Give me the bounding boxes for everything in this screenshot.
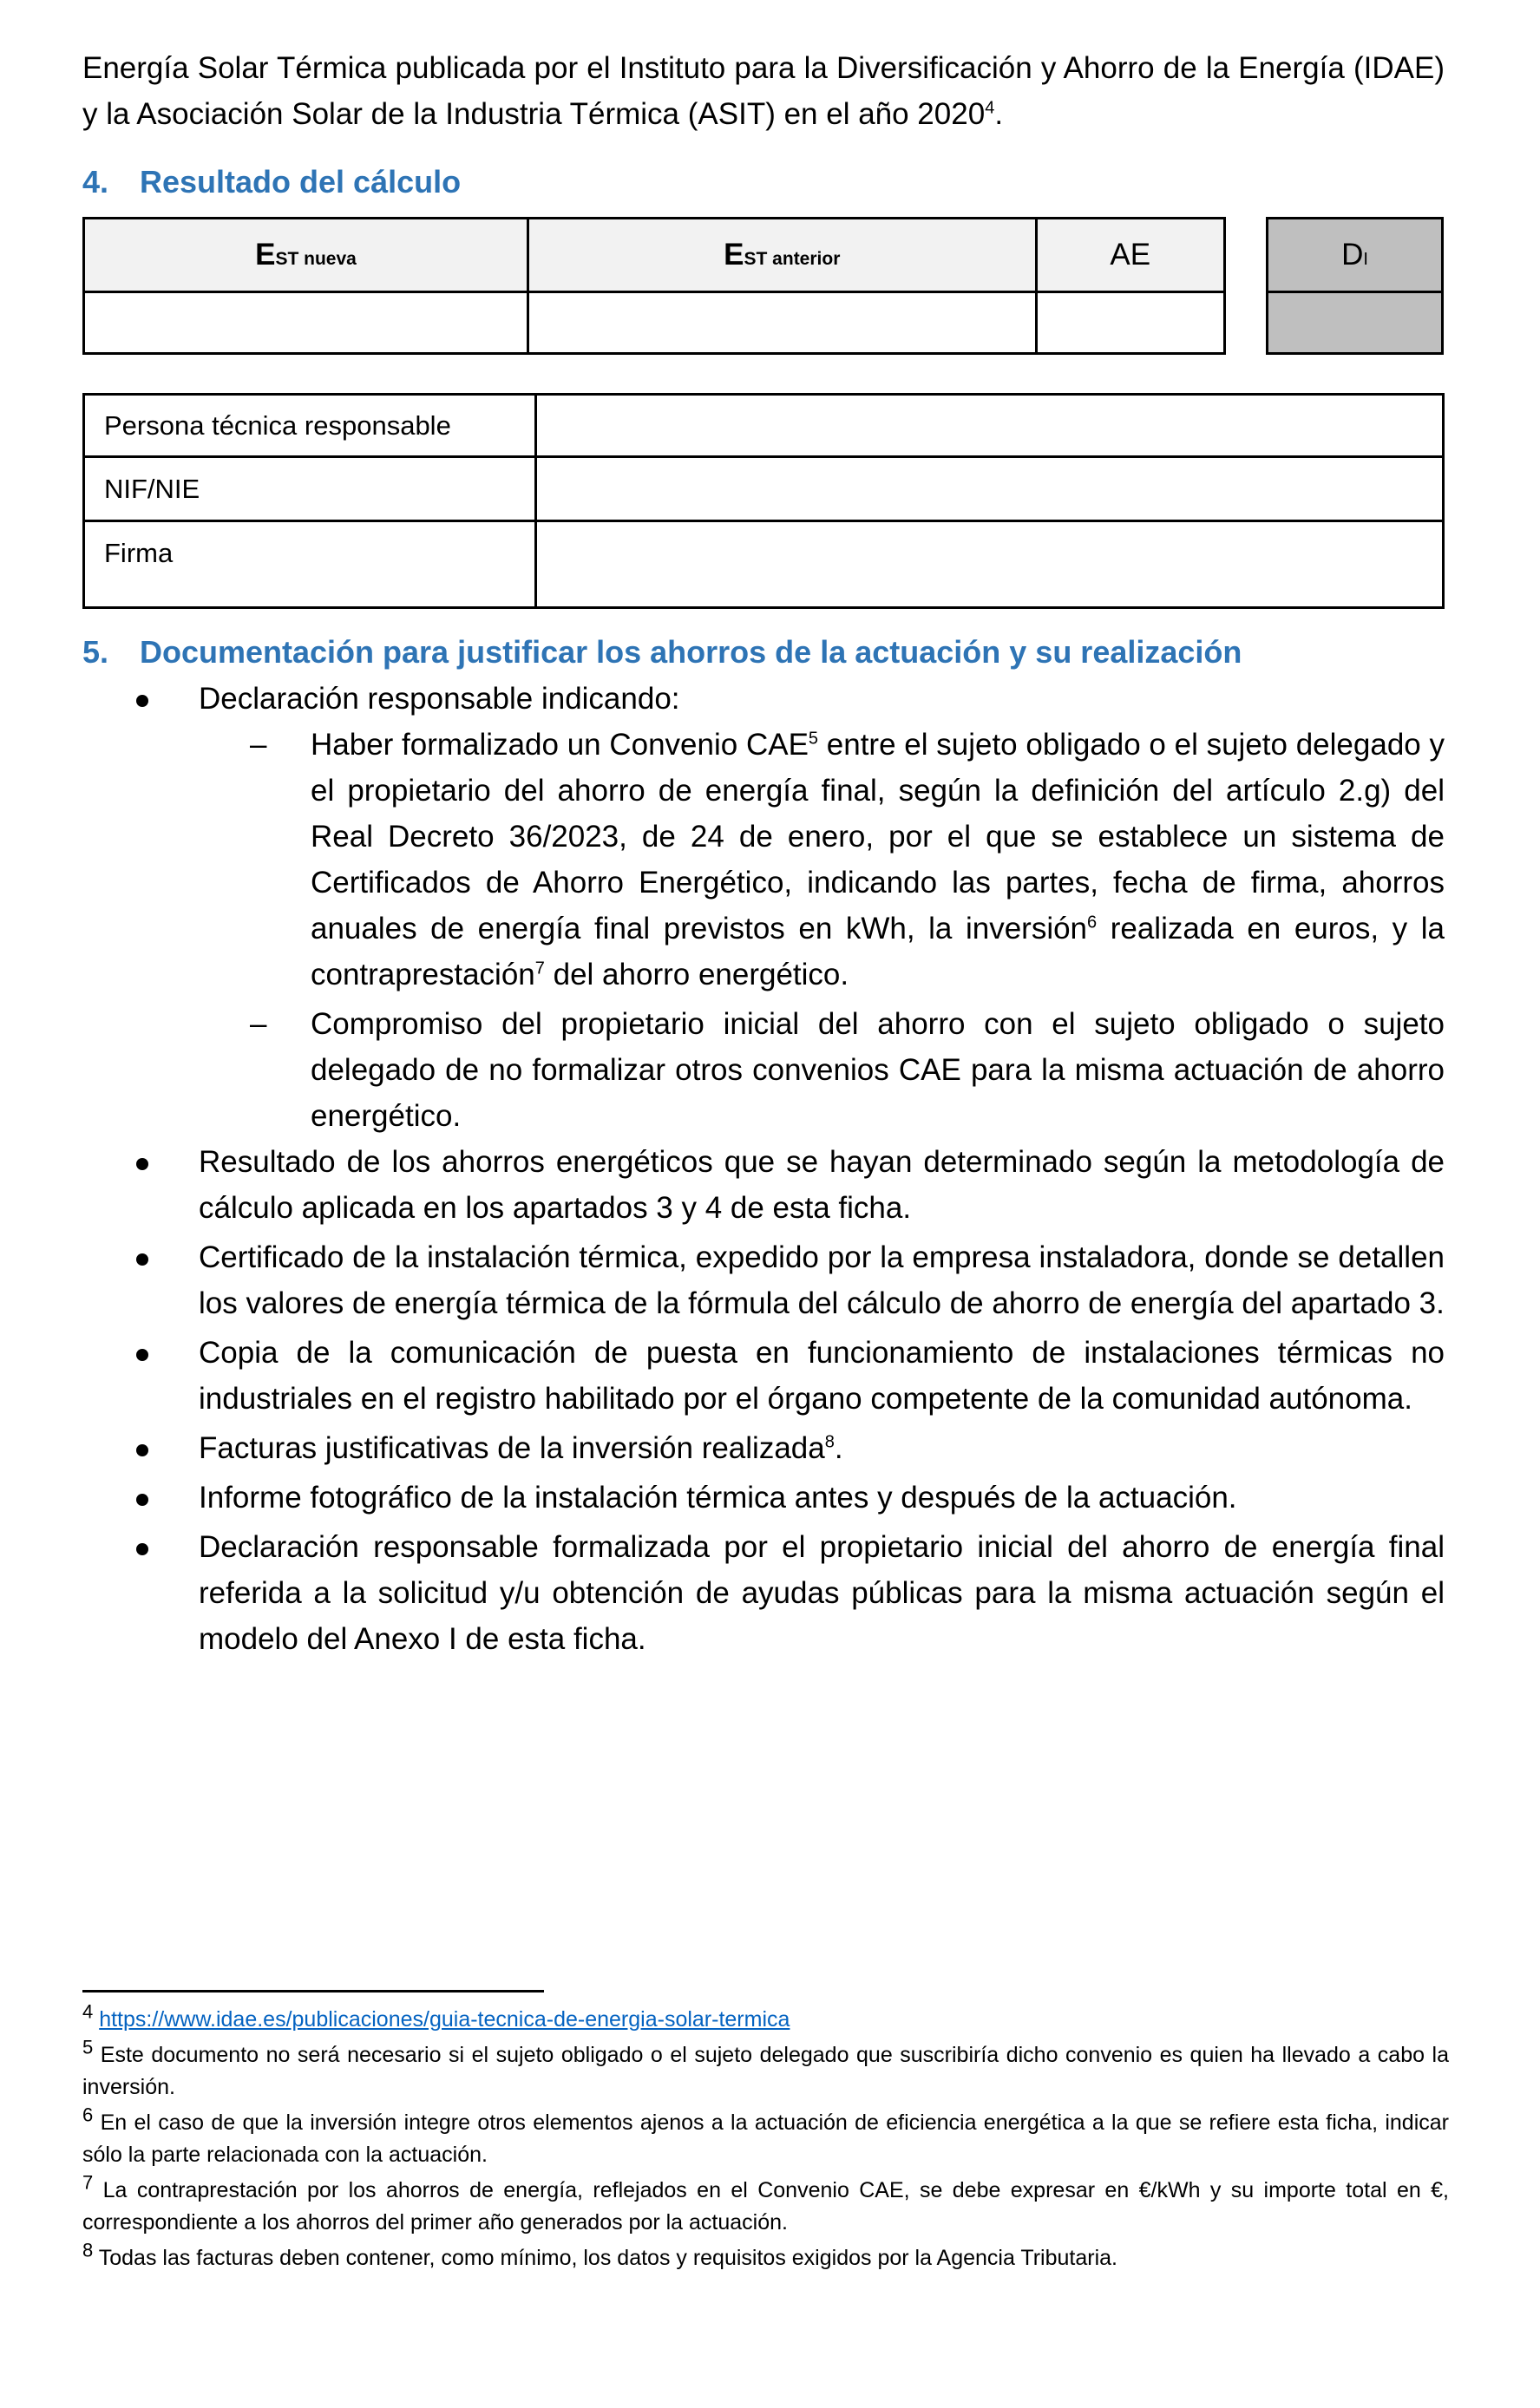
bullet-icon (136, 1253, 148, 1266)
symbol: AE (1110, 238, 1151, 272)
intro-end: . (994, 97, 1004, 131)
bullet-icon (136, 1349, 148, 1361)
section-title: Documentación para justificar los ahorros de la actuación y su realización (140, 634, 1242, 670)
value-est-anterior[interactable] (528, 292, 1037, 354)
footnote-link[interactable]: https://www.idae.es/publicaciones/guia-tecnica-de-energia-solar-termica (99, 2007, 790, 2032)
footnote-text: Todas las facturas deben contener, como mínimo, los datos y requisitos exigidos por la Agencia Tributaria. (98, 2246, 1117, 2270)
person-row (84, 395, 1444, 457)
result-table-header (84, 219, 1225, 292)
item-text: Resultado de los ahorros energéticos que se hayan determinado según la metodología de cálculo aplicada en los apartados 3 y 4 de esta ficha. (199, 1145, 1445, 1225)
footnote-6 (82, 2104, 1449, 2171)
bullet-icon (136, 1543, 148, 1555)
item-text: Informe fotográfico de la instalación térmica antes y después de la actuación. (199, 1481, 1237, 1515)
footnote-number: 4 (82, 2000, 94, 2023)
item-text: entre el sujeto obligado o el sujeto delegado y el propietario del ahorro de energía final, según la definición del artículo 2.g) del Real Decreto 36/2023, de 24 de enero, por el que se establece un sistema de Certificados de Ahorro Energético, indicando las partes, fecha de firma, ahorros anuales de energía final previstos en kWh, la inversión (311, 728, 1445, 946)
bullet-icon (136, 1444, 148, 1456)
person-table (82, 393, 1445, 609)
list-item (82, 1524, 1445, 1662)
di-table (1266, 217, 1444, 355)
item-text: Certificado de la instalación térmica, expedido por la empresa instaladora, donde se detallen los valores de energía térmica de la fórmula del cálculo de ahorro de energía del apartado 3. (199, 1240, 1445, 1320)
header-di (1268, 219, 1443, 292)
person-table-wrap (82, 393, 1445, 608)
section-number: 5. (82, 634, 109, 670)
footnote-text: Este documento no será necesario si el sujeto obligado o el sujeto delegado que suscribiría dicho convenio es quien ha llevado a cabo la inversión. (82, 2043, 1449, 2099)
footnote-text: En el caso de que la inversión integre otros elementos ajenos a la actuación de eficiencia energética a la que se refiere esta ficha, indicar sólo la parte relacionada con la actuación. (82, 2110, 1449, 2167)
footnote-number: 6 (82, 2104, 94, 2126)
field-firma[interactable] (536, 521, 1444, 608)
footnotes (82, 2000, 1449, 2278)
footnote-5 (82, 2036, 1449, 2104)
label-firma: Firma (84, 521, 536, 608)
list-item (82, 1234, 1445, 1326)
list-item (82, 676, 1445, 1139)
documentation-list (82, 676, 1445, 1662)
subscript: I (1363, 250, 1368, 269)
page-content (82, 45, 1445, 1662)
field-nif-nie[interactable] (536, 457, 1444, 521)
item-text: . (834, 1431, 843, 1465)
footnote-7 (82, 2171, 1449, 2239)
header-est-anterior (528, 219, 1037, 292)
item-text: realizada en euros, y la contraprestación (311, 912, 1445, 991)
intro-paragraph (82, 45, 1445, 137)
bullet-icon (136, 1158, 148, 1170)
item-text: Declaración responsable indicando: (199, 682, 680, 716)
label-nif-nie: NIF/NIE (84, 457, 536, 521)
label-persona-tecnica: Persona técnica responsable (84, 395, 536, 457)
footnote-8 (82, 2239, 1449, 2274)
result-table-values (84, 292, 1225, 354)
intro-text: Energía Solar Térmica publicada por el Instituto para la Diversificación y Ahorro de la Energía (IDAE) y la Asociación Solar de la Industria Térmica (ASIT) en el año 2020 (82, 51, 1445, 131)
footnote-ref-7[interactable]: 7 (534, 959, 545, 978)
item-text: Declaración responsable formalizada por el propietario inicial del ahorro de energía final referida a la solicitud y/u obtención de ayudas públicas para la misma actuación según el modelo del Anexo I de esta ficha. (199, 1530, 1445, 1656)
footnote-ref-6[interactable]: 6 (1087, 913, 1098, 932)
subscript: ST anterior (744, 249, 841, 269)
subscript: ST nueva (275, 249, 357, 269)
item-text: Facturas justificativas de la inversión realizada (199, 1431, 825, 1465)
value-ae[interactable] (1036, 292, 1224, 354)
footnote-separator (82, 1990, 544, 1992)
bullet-icon (136, 1494, 148, 1506)
symbol: E (724, 238, 744, 272)
section-number: 4. (82, 164, 109, 200)
item-text: Haber formalizado un Convenio CAE (311, 728, 809, 762)
item-text: del ahorro energético. (544, 958, 849, 991)
dash-icon: – (250, 1007, 267, 1041)
nif-row (84, 457, 1444, 521)
dash-icon: – (250, 728, 267, 762)
firma-row (84, 521, 1444, 608)
footnote-ref-8[interactable]: 8 (824, 1432, 835, 1452)
section-title: Resultado del cálculo (140, 164, 462, 200)
header-ae (1036, 219, 1224, 292)
sub-list-item (198, 722, 1445, 998)
value-est-nueva[interactable] (84, 292, 528, 354)
symbol: D (1341, 238, 1364, 272)
footnote-number: 5 (82, 2036, 94, 2058)
calc-tables (82, 217, 1445, 369)
section-4-heading (82, 160, 1445, 204)
list-item (82, 1330, 1445, 1422)
footnote-ref-4[interactable]: 4 (985, 98, 995, 118)
di-value-row (1268, 292, 1443, 354)
value-di (1268, 292, 1443, 354)
list-item (82, 1425, 1445, 1471)
result-table (82, 217, 1226, 355)
item-text: Copia de la comunicación de puesta en funcionamiento de instalaciones térmicas no industriales en el registro habilitado por el órgano competente de la comunidad autónoma. (199, 1336, 1445, 1416)
sub-list (198, 722, 1445, 1139)
footnote-number: 7 (82, 2171, 94, 2194)
list-item (82, 1139, 1445, 1231)
footnote-4 (82, 2000, 1449, 2036)
sub-list-item (198, 1001, 1445, 1139)
footnote-ref-5[interactable]: 5 (808, 729, 819, 749)
header-est-nueva (84, 219, 528, 292)
list-item (82, 1475, 1445, 1521)
field-persona-tecnica[interactable] (536, 395, 1444, 457)
footnote-text: La contraprestación por los ahorros de energía, reflejados en el Convenio CAE, se debe expresar en €/kWh y su importe total en €, correspondiente a los ahorros del primer año generados por la actuación. (82, 2178, 1449, 2235)
footnote-number: 8 (82, 2239, 94, 2261)
di-header-row (1268, 219, 1443, 292)
item-text: Compromiso del propietario inicial del ahorro con el sujeto obligado o sujeto delegado de no formalizar otros convenios CAE para la misma actuación de ahorro energético. (311, 1007, 1445, 1133)
bullet-icon (136, 695, 148, 707)
section-5-heading (82, 631, 1445, 674)
symbol: E (255, 238, 276, 272)
